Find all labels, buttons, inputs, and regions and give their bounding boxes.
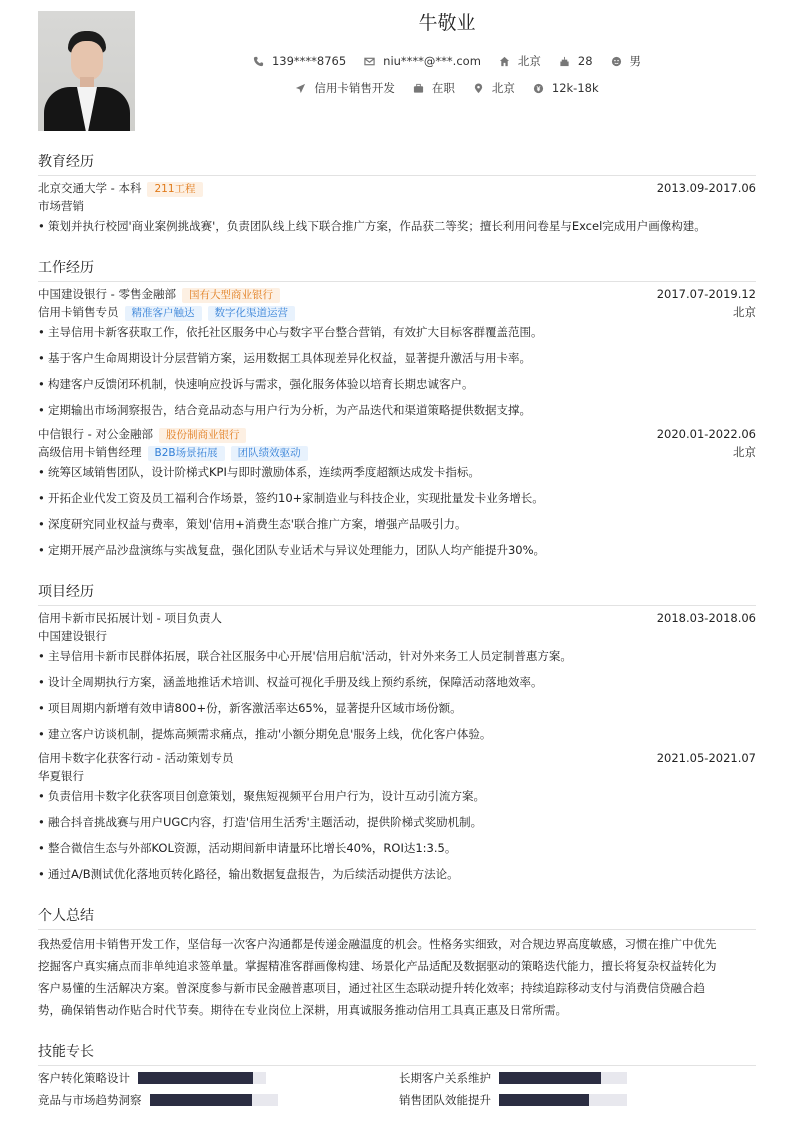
- skill-bar-fill: [499, 1094, 589, 1106]
- status-text: 在职: [431, 81, 455, 95]
- skill-item: [399, 1071, 627, 1085]
- project-org: 中国建设银行: [38, 629, 107, 643]
- education-date: 2013.09-2017.06: [656, 181, 756, 195]
- projects-section-title: 项目经历: [38, 581, 756, 606]
- education-bullet: • 策划并执行校园'商业案例挑战赛'，负责团队线上线下联合推广方案，作品获二等奖；擅长利用问卷星与Excel完成用户画像构建。: [38, 218, 756, 234]
- skill-name: 长期客户关系维护: [399, 1071, 491, 1085]
- project-bullet: • 融合抖音挑战赛与用户UGC内容，打造'信用生活秀'主题活动，提供阶梯式奖励机制。: [38, 814, 756, 830]
- target-city-item: [473, 80, 515, 96]
- school-tag: 211工程: [147, 182, 202, 197]
- city-item: [499, 53, 541, 69]
- company-tag: 股份制商业银行: [159, 428, 247, 443]
- work-role-line: [38, 304, 756, 321]
- project-title-line: [38, 750, 756, 766]
- project-org: 华夏银行: [38, 769, 84, 783]
- home-icon: [499, 56, 510, 67]
- work-bullet: • 基于客户生命周期设计分层营销方案，运用数据工具体现差异化权益，显著提升激活与用卡率。: [38, 350, 756, 366]
- email-item: [364, 54, 481, 68]
- salary-item: [533, 81, 599, 95]
- skill-bar: [499, 1094, 627, 1106]
- project-date: 2021.05-2021.07: [656, 751, 756, 765]
- skill-item: [399, 1093, 627, 1107]
- skills-section-title: 技能专长: [38, 1041, 756, 1066]
- summary-line: 挖掘客户真实痛点而非单纯追求签单量。掌握精准客群画像构建、场景化产品适配及数据驱动的策略迭代能力，擅长将复杂权益转化为: [38, 959, 717, 973]
- position-item: [295, 80, 395, 96]
- project-bullet: • 设计全周期执行方案，涵盖地推话术培训、权益可视化手册及线上预约系统，保障活动落地效率。: [38, 674, 756, 690]
- age-item: [559, 54, 593, 68]
- project-date: 2018.03-2018.06: [656, 611, 756, 625]
- skill-bar-fill: [499, 1072, 601, 1084]
- city-text: 北京: [517, 54, 541, 68]
- project-bullet: • 整合微信生态与外部KOL资源，活动期间新申请量环比增长40%，ROI达1:3.5。: [38, 840, 756, 856]
- skill-name: 客户转化策略设计: [38, 1071, 130, 1085]
- skill-item: [38, 1071, 266, 1085]
- skill-bar: [138, 1072, 266, 1084]
- skill-bar-fill: [138, 1072, 253, 1084]
- work-location: 北京: [733, 445, 756, 459]
- company-name: 中国建设银行 - 零售金融部: [38, 287, 176, 301]
- role-name: 信用卡销售专员: [38, 305, 119, 319]
- education-section-title: 教育经历: [38, 151, 756, 176]
- skill-bar: [499, 1072, 627, 1084]
- education-school-line: [38, 180, 756, 197]
- role-tag: 团队绩效驱动: [231, 446, 308, 461]
- target-city-text: 北京: [491, 81, 515, 95]
- work-bullet: • 构建客户反馈闭环机制，快速响应投诉与需求，强化服务体验以培育长期忠诚客户。: [38, 376, 756, 392]
- work-bullet: • 主导信用卡新客获取工作，依托社区服务中心与数字平台整合营销，有效扩大目标客群覆盖范围。: [38, 324, 756, 340]
- project-bullet: • 负责信用卡数字化获客项目创意策划，聚焦短视频平台用户行为，设计互动引流方案。: [38, 788, 756, 804]
- contact-row: [138, 53, 756, 69]
- work-bullet: • 开拓企业代发工资及员工福利合作场景，签约10+家制造业与科技企业，实现批量发卡业务增长。: [38, 490, 756, 506]
- skill-bar-fill: [150, 1094, 252, 1106]
- profile-photo: [38, 11, 135, 131]
- money-icon: [533, 83, 544, 94]
- summary-paragraph: [38, 933, 756, 1021]
- cake-icon: [559, 56, 570, 67]
- project-bullet: • 主导信用卡新市民群体拓展，联合社区服务中心开展'信用启航'活动，针对外来务工人员定制普惠方案。: [38, 648, 756, 664]
- summary-section-title: 个人总结: [38, 905, 756, 930]
- work-bullet: • 统筹区域销售团队，设计阶梯式KPI与即时激励体系，连续两季度超额达成发卡指标。: [38, 464, 756, 480]
- position-text: 信用卡销售开发: [314, 81, 395, 95]
- school-name: 北京交通大学 - 本科: [38, 181, 142, 195]
- skill-name: 竞品与市场趋势洞察: [38, 1093, 142, 1107]
- project-bullet: • 建立客户访谈机制，提炼高频需求痛点，推动'小额分期免息'服务上线，优化客户体验。: [38, 726, 756, 742]
- project-name: 信用卡数字化获客行动 - 活动策划专员: [38, 751, 234, 765]
- work-company-line: [38, 286, 756, 303]
- phone-icon: [253, 56, 264, 67]
- summary-line: 客户易懂的生活解决方案。曾深度参与新市民金融普惠项目，通过社区生态联动提升转化效率；持续追踪移动支付与消费信贷融合趋: [38, 981, 705, 995]
- mail-icon: [364, 56, 375, 67]
- role-tag: B2B场景拓展: [148, 446, 225, 461]
- phone-text: 139****8765: [271, 54, 347, 68]
- work-bullet: • 定期输出市场洞察报告，结合竞品动态与用户行为分析，为产品迭代和渠道策略提供数据支撑。: [38, 402, 756, 418]
- skill-name: 销售团队效能提升: [399, 1093, 491, 1107]
- location-icon: [473, 83, 484, 94]
- role-name: 高级信用卡销售经理: [38, 445, 142, 459]
- project-name: 信用卡新市民拓展计划 - 项目负责人: [38, 611, 222, 625]
- project-bullet: • 通过A/B测试优化落地页转化路径，输出数据复盘报告，为后续活动提供方法论。: [38, 866, 756, 882]
- role-tag: 数字化渠道运营: [208, 306, 296, 321]
- project-bullet: • 项目周期内新增有效申请800+份，新客激活率达65%，显著提升区域市场份额。: [38, 700, 756, 716]
- role-tag: 精准客户触达: [125, 306, 202, 321]
- company-tag: 国有大型商业银行: [182, 288, 280, 303]
- gender-icon: [611, 56, 622, 67]
- status-item: [413, 80, 455, 96]
- gender-text: 男: [629, 54, 642, 68]
- salary-text: 12k-18k: [551, 81, 599, 95]
- intent-row: [138, 80, 756, 96]
- skill-bar: [150, 1094, 278, 1106]
- phone-item: [253, 54, 346, 68]
- skill-item: [38, 1093, 278, 1107]
- email-text: niu****@***.com: [383, 54, 481, 68]
- summary-line: 我热爱信用卡销售开发工作，坚信每一次客户沟通都是传递金融温度的机会。性格务实细致，对合规边界高度敏感，习惯在推广中优先: [38, 937, 717, 951]
- work-date: 2017.07-2019.12: [656, 287, 756, 301]
- summary-line: 势，确保销售动作贴合时代节奏。期待在专业岗位上深耕，用真诚服务推动信用工具真正惠及日常所需。: [38, 1003, 567, 1017]
- gender-item: [611, 53, 642, 69]
- project-title-line: [38, 610, 756, 626]
- work-location: 北京: [733, 305, 756, 319]
- age-text: 28: [577, 54, 593, 68]
- work-bullet: • 深度研究同业权益与费率，策划'信用+消费生态'联合推广方案，增强产品吸引力。: [38, 516, 756, 532]
- work-bullet: • 定期开展产品沙盘演练与实战复盘，强化团队专业话术与异议处理能力，团队人均产能提升30%。: [38, 542, 756, 558]
- company-name: 中信银行 - 对公金融部: [38, 427, 153, 441]
- briefcase-icon: [413, 83, 424, 94]
- work-role-line: [38, 444, 756, 461]
- work-date: 2020.01-2022.06: [656, 427, 756, 441]
- work-section-title: 工作经历: [38, 257, 756, 282]
- work-company-line: [38, 426, 756, 443]
- send-icon: [295, 83, 306, 94]
- education-major: 市场营销: [38, 199, 84, 213]
- candidate-name: 牛敬业: [418, 12, 476, 34]
